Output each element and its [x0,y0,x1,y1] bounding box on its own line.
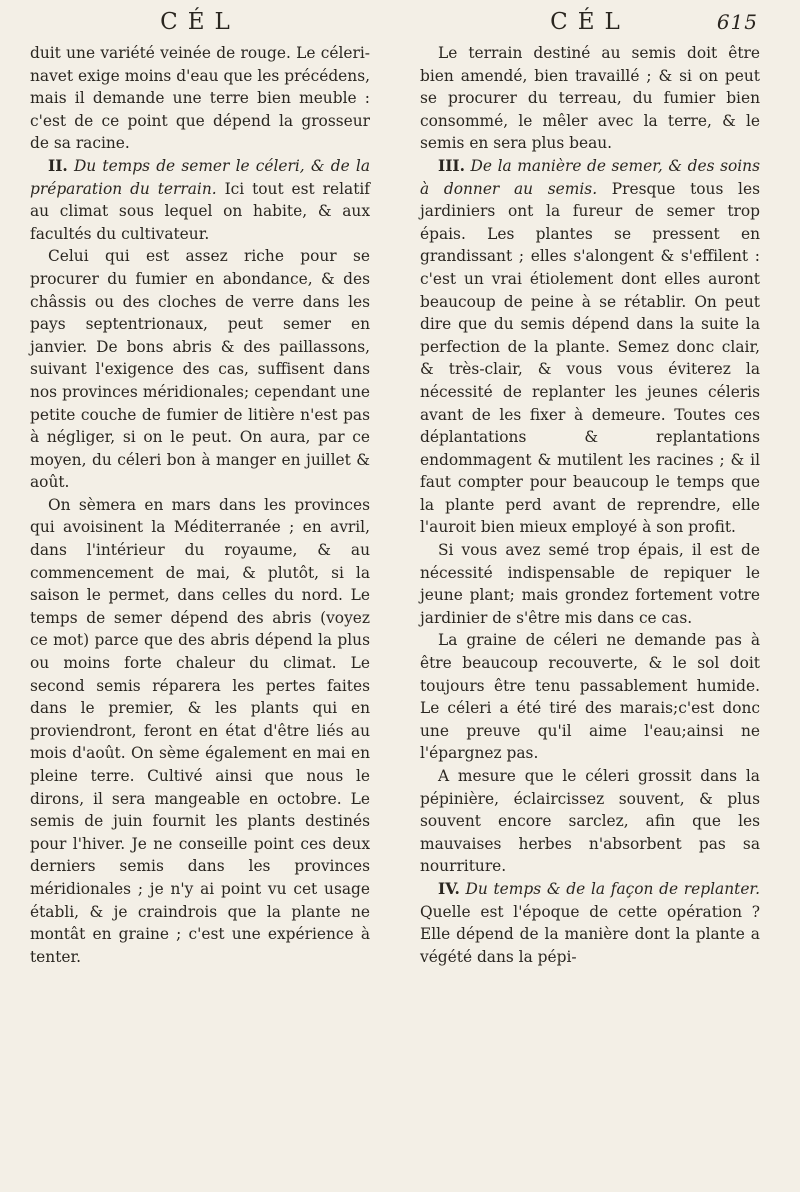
right-column-body [420,42,760,968]
paragraph: Si vous avez semé trop épais, il est de nécessité indispensable de repiquer le jeune plant; mais grondez fortement votre jardinier de s'être mis dans ce cas. [420,541,760,627]
paragraph: A mesure que le céleri grossit dans la pépinière, éclaircissez souvent, & plus souvent encore sarclez, afin que les mauvaises herbes n'absorbent pas sa nourriture. [420,767,760,876]
page-number: 615 [716,10,758,34]
section-number: III. [438,156,465,175]
right-column [420,9,760,968]
paragraph: Le terrain destiné au semis doit être bien amendé, bien travaillé ; & si on peut se procurer du terreau, du fumier bien consommé, le mêler avec la terre, & le semis en sera plus beau. [420,44,760,153]
left-column-body [30,42,370,968]
paragraph-continuation: duit une variété veinée de rouge. Le céleri-navet exige moins d'eau que les précédens, mais il demande une terre bien meuble : c'est de ce point que dépend la grosseur de sa racine. [30,44,370,153]
right-header-text: CÉL [550,9,630,35]
section-title: De la manière de semer, & des soins à donner au semis. [420,156,760,198]
right-running-header [420,2,760,42]
paragraph: La graine de céleri ne demande pas à être beaucoup recouverte, & le sol doit toujours être tenu passablement humide. Le céleri a été tiré des marais;c'est donc une preuve qu'il aime l'eau;ainsi ne l'épargnez pas. [420,631,760,763]
left-running-header [30,2,370,42]
section-number: II. [48,156,68,175]
section-paragraph [420,878,760,968]
section-title: Du temps de semer le céleri, & de la préparation du terrain. [30,156,370,198]
section-text: Quelle est l'époque de cette opération ? Elle dépend de la manière dont la plante a végété dans la pépi- [420,902,760,966]
paragraph: Celui qui est assez riche pour se procurer du fumier en abondance, & des châssis ou des cloches de verre dans les pays septentrionaux, peut semer en janvier. De bons abris & des paillassons, suivant l'exigence des cas, suffisent dans nos provinces méridionales; cependant une petite couche de fumier de litière n'est pas à négliger, si on le peut. On aura, par ce moyen, du céleri bon à manger en juillet & août. [30,247,370,492]
section-text: Presque tous les jardiniers ont la fureur de semer trop épais. Les plantes se pressent en grandissant ; elles s'alongent & s'effilent : c'est un vrai étiolement dont elles auront beaucoup de peine à se rétablir. On peut dire que du semis dépend dans la suite la perfection de la plante. Semez donc clair, & très-clair, & vous vous éviterez la nécessité de replanter les jeunes céleris avant de les fixer à demeure. Toutes ces déplantations & replantations endommagent & mutilent les racines ; & il faut compter pour beaucoup le temps que la plante perd avant de reprendre, elle l'auroit bien mieux employé à son profit. [420,179,760,537]
paragraph: On sèmera en mars dans les provinces qui avoisinent la Méditerranée ; en avril, dans l'intérieur du royaume, & au commencement de mai, & plutôt, si la saison le permet, dans celles du nord. Le temps de semer dépend des abris (voyez ce mot) parce que des abris dépend la plus ou moins forte chaleur du climat. Le second semis réparera les pertes faites dans le premier, & les plants qui en proviendront, feront en état d'être liés au mois d'août. On sème également en mai en pleine terre. Cultivé ainsi que nous le dirons, il sera mangeable en octobre. Le semis de juin fournit les plants destinés pour l'hiver. Je ne conseille point ces deux derniers semis dans les provinces méridionales ; je n'y ai point vu cet usage établi, & je craindrois que la plante ne montât en graine ; c'est une expérience à tenter. [30,495,370,966]
section-title: Du temps & de la façon de replanter. [465,879,760,898]
left-column [30,9,370,968]
section-number: IV. [438,879,460,898]
section-text: Ici tout est relatif au climat sous lequel on habite, & aux facultés du cultivateur. [30,179,370,243]
section-paragraph [30,155,370,245]
section-paragraph [420,155,760,539]
left-header-text: CÉL [160,9,240,35]
